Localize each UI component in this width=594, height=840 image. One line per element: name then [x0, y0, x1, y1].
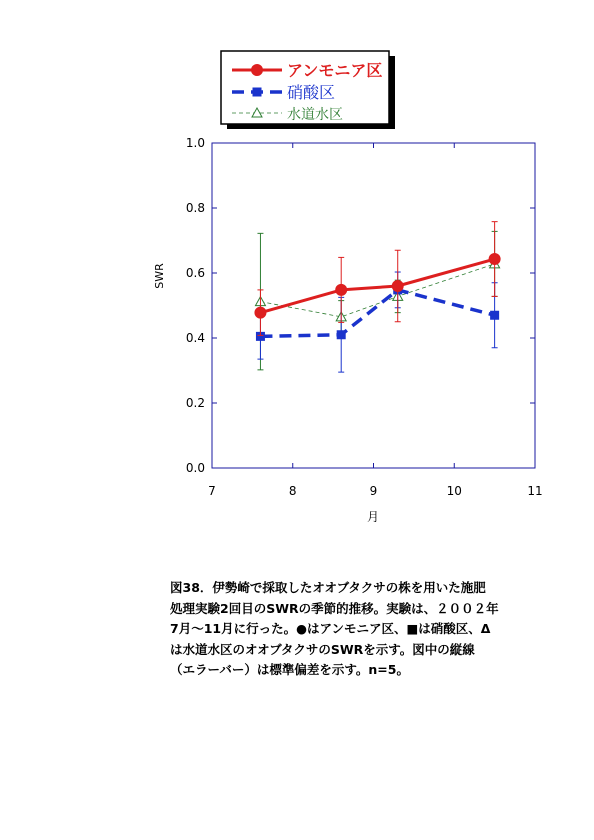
data-point [489, 254, 500, 265]
legend-swatch-marker [252, 65, 263, 76]
series-2 [255, 231, 499, 369]
x-tick-label: 8 [288, 484, 297, 498]
data-point [337, 330, 346, 339]
caption-line: 処理実験2回目のSWRの季節的推移。実験は、２００２年 [170, 600, 499, 616]
y-tick-label: 0.2 [185, 396, 205, 410]
x-tick-label: 7 [208, 484, 216, 498]
data-point [336, 284, 347, 295]
legend-label: 水道水区 [287, 107, 343, 123]
legend-swatch-marker [253, 88, 262, 97]
x-tick-label: 11 [527, 484, 543, 498]
y-tick-label: 0.4 [185, 331, 205, 345]
legend-label: アンモニア区 [287, 61, 383, 80]
x-tick-label: 10 [446, 484, 462, 498]
data-point [490, 311, 499, 320]
x-axis-label: 月 [366, 510, 380, 524]
y-tick-label: 0.6 [185, 266, 205, 280]
data-point [392, 281, 403, 292]
series-line [260, 264, 494, 317]
legend-label: 硝酸区 [287, 83, 336, 102]
series-0 [255, 222, 500, 336]
data-point [255, 307, 266, 318]
caption-line: 7月～11月に行った。●はアンモニア区、■は硝酸区、Δ [170, 621, 491, 636]
legend [221, 51, 395, 129]
y-tick-label: 0.8 [185, 201, 205, 215]
y-axis-label: SWR [153, 263, 166, 289]
y-tick-label: 1.0 [185, 136, 205, 150]
figure-caption [170, 578, 570, 681]
caption-line: （エラーバー）は標準偏差を示す。n=5。 [170, 662, 409, 677]
caption-line: は水道水区のオオブタクサのSWRを示す。図中の縦線 [170, 641, 475, 657]
x-tick-label: 9 [369, 484, 378, 498]
caption-line: 図38．伊勢崎で採取したオオブタクサの株を用いた施肥 [170, 580, 486, 595]
y-tick-label: 0.0 [185, 461, 205, 475]
series-line [260, 290, 494, 336]
